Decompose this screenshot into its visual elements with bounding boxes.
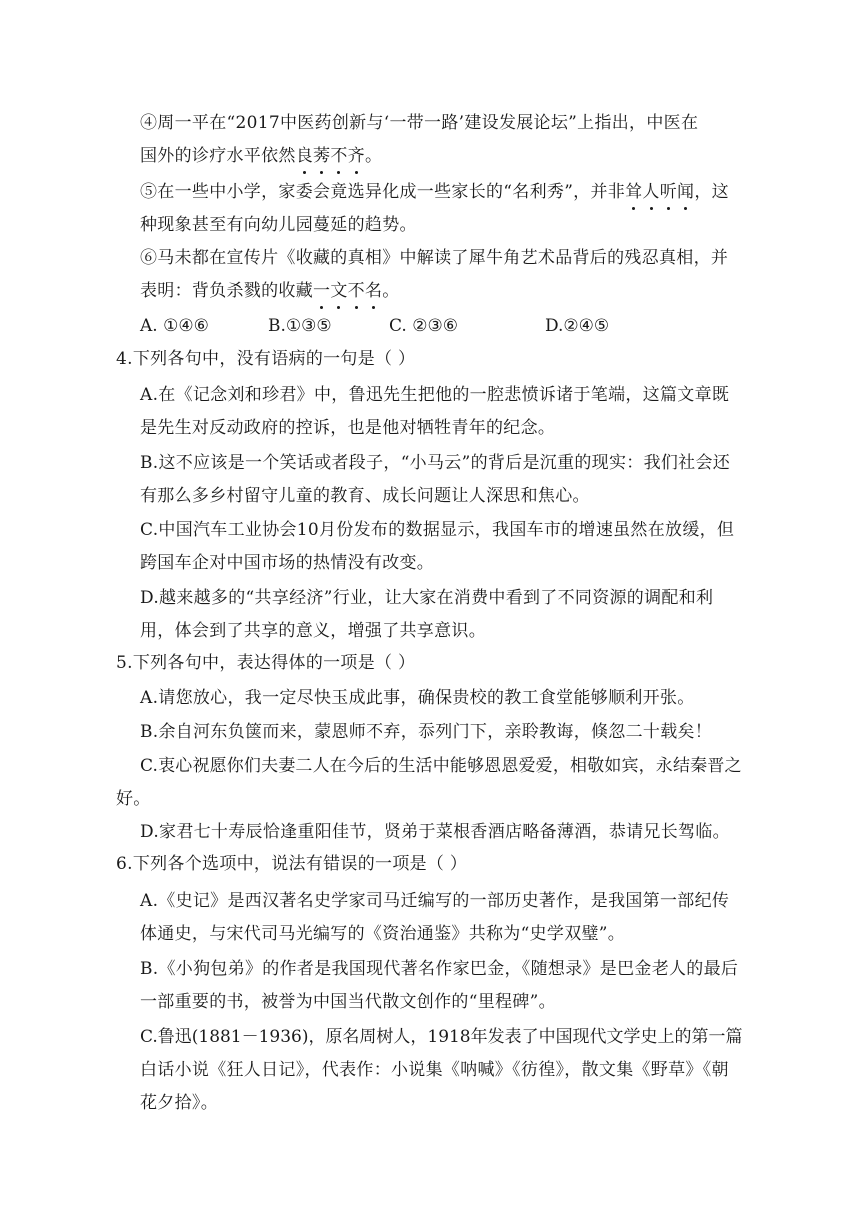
- q3-item-5-line-1: [140, 181, 729, 203]
- q3-item-4-line-2: [140, 145, 382, 167]
- emphasis-dot-char: 闻: [677, 182, 695, 202]
- emphasis-dot-char: 良: [295, 146, 314, 166]
- q4-option-c-line-2: 跨国车企对中国市场的热情没有改变。: [140, 553, 435, 573]
- text: 国外的诊疗水平依然: [140, 146, 296, 166]
- q5-option-a: A.请您放心，我一定尽快玉成此事，确保贵校的教工食堂能够顺利开张。: [140, 688, 695, 708]
- text: 种现象甚至有向幼儿园蔓延的趋势。: [140, 215, 417, 235]
- text: ⑤在一些中小学，家委会竟选异化成一些家长的“名利秀”，并非: [140, 182, 626, 202]
- q3-item-4-line-1: [140, 112, 698, 134]
- q3-item-6-line-2: [140, 280, 400, 302]
- q5-option-d: D.家君七十寿辰恰逢重阳佳节，贤弟于菜根香酒店略备薄酒，恭请兄长驾临。: [140, 822, 730, 842]
- q3-options: [140, 315, 640, 337]
- q5-option-b: B.余自河东负箧而来，蒙恩师不弃，忝列门下，亲聆教诲，倏忽二十载矣！: [140, 722, 713, 742]
- q3-option-a: A. ①④⑥: [140, 316, 209, 336]
- q3-option-d: D.②④⑤: [545, 316, 610, 336]
- q3-item-5-line-2: [140, 214, 417, 236]
- q6-option-b-line-1: B.《小狗包弟》的作者是我国现代著名作家巴金，《随想录》是巴金老人的最后: [140, 959, 739, 979]
- q6-stem: 6.下列各个选项中，说法有错误的一项是（ ）: [116, 854, 468, 874]
- text: 表明：背负杀戮的收藏: [140, 281, 313, 301]
- emphasis-dot-char: 齐: [347, 146, 365, 166]
- q5-option-c-line-2: 好。: [116, 789, 151, 809]
- text: ⑥马未都在宣传片《收藏的真相》中解读了犀牛角艺术品背后的残忍真相，并: [140, 248, 729, 268]
- q4-option-d-line-1: D.越来越多的“共享经济”行业，让大家在消费中看到了不同资源的调配和利: [140, 588, 714, 608]
- emphasis-dot-char: 文: [330, 281, 348, 301]
- q4-option-a-line-1: A.在《记念刘和珍君》中，鲁迅先生把他的一腔悲愤诉诸于笔端，这篇文章既: [140, 385, 730, 405]
- q4-option-a-line-2: 是先生对反动政府的控诉，也是他对牺牲青年的纪念。: [140, 418, 556, 438]
- emphasized-idiom: [313, 281, 382, 301]
- q3-option-b: B.①③⑤: [268, 316, 332, 336]
- emphasized-idiom: [625, 182, 694, 202]
- text: ④周一平在“2017中医药创新与‘一带一路’建设发展论坛”上指出，中医在: [140, 113, 699, 133]
- q4-option-d-line-2: 用，体会到了共享的意义，增强了共享意识。: [140, 621, 486, 641]
- q6-option-c-line-2: 白话小说《狂人日记》，代表作：小说集《呐喊》《彷徨》，散文集《野草》《朝: [140, 1060, 729, 1080]
- emphasis-dot-char: 不: [330, 146, 348, 166]
- emphasis-dot-char: 耸: [625, 182, 643, 202]
- emphasis-dot-char: 听: [659, 182, 678, 202]
- q6-option-a-line-1: A.《史记》是西汉著名史学家司马迁编写的一部历史著作，是我国第一部纪传: [140, 891, 730, 911]
- emphasis-dot-char: 人: [642, 182, 660, 202]
- text: 。: [382, 281, 400, 301]
- text: ，这: [694, 182, 729, 202]
- emphasis-dot-char: 不: [347, 281, 365, 301]
- q6-option-c-line-3: 花夕拾》。: [140, 1093, 218, 1113]
- emphasis-dot-char: 莠: [313, 146, 331, 166]
- q3-option-c: C. ②③⑥: [389, 316, 458, 336]
- q4-stem: 4.下列各句中，没有语病的一句是（ ）: [116, 349, 416, 369]
- q6-option-b-line-2: 一部重要的书，被誉为中国当代散文创作的“里程碑”。: [140, 992, 556, 1012]
- q6-option-c-line-1: C.鲁迅(1881－1936)，原名周树人，1918年发表了中国现代文学史上的第一篇: [140, 1027, 743, 1047]
- q5-stem: 5.下列各句中，表达得体的一项是（ ）: [116, 653, 416, 673]
- q5-option-c-line-1: C.衷心祝愿你们夫妻二人在今后的生活中能够恩恩爱爱，相敬如宾，永结秦晋之: [140, 756, 742, 776]
- text: 。: [364, 146, 383, 166]
- emphasis-dot-char: 名: [364, 281, 383, 301]
- emphasized-idiom: [296, 146, 365, 166]
- emphasis-dot-char: 一: [313, 281, 331, 301]
- q3-item-6-line-1: [140, 247, 728, 269]
- q4-option-c-line-1: C.中国汽车工业协会10月份发布的数据显示，我国车市的增速虽然在放缓，但: [140, 520, 735, 540]
- q6-option-a-line-2: 体通史，与宋代司马光编写的《资治通鉴》共称为“史学双璧”。: [140, 924, 626, 944]
- q4-option-b-line-2: 有那么多乡村留守儿童的教育、成长问题让人深思和焦心。: [140, 486, 590, 506]
- q4-option-b-line-1: B.这不应该是一个笑话或者段子，“小马云”的背后是沉重的现实：我们社会还: [140, 453, 731, 473]
